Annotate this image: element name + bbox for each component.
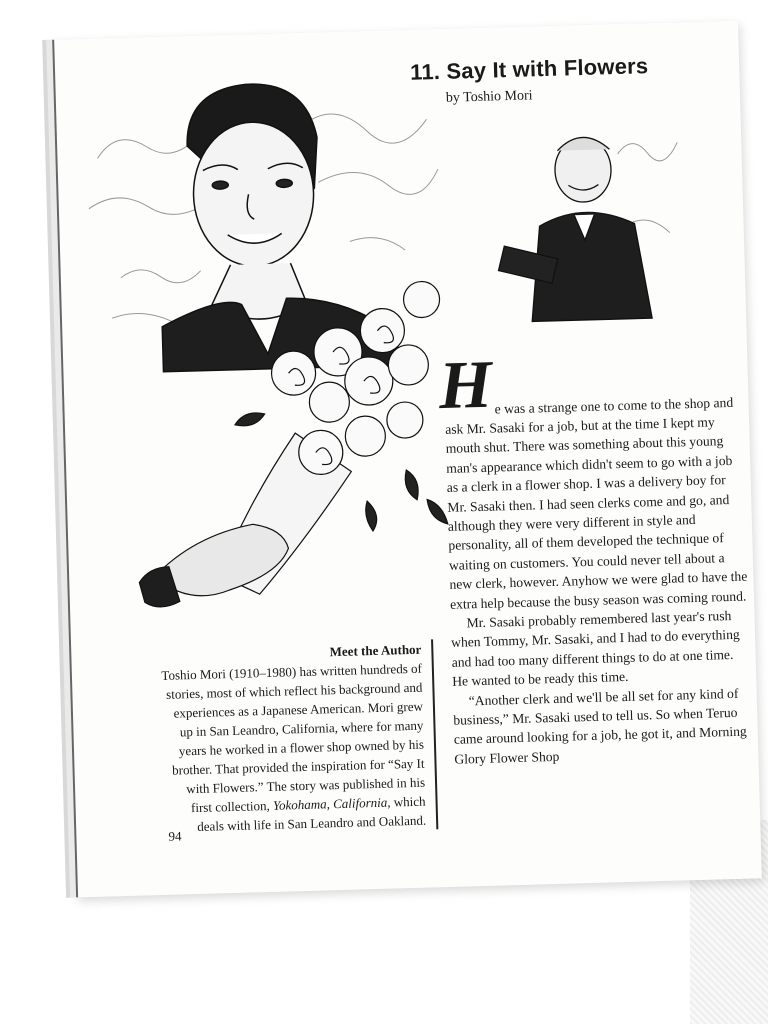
author-box-heading: Meet the Author: [329, 641, 422, 660]
story-byline: by Toshio Mori: [445, 88, 533, 106]
author-bio-text: Toshio Mori (1910–1980) has written hundreds of stories, most of which reflect his background and experiences as a Japanese American. Mori grew up in San Leandro, California, where for many years he worked in a flower shop owned by his brother. That provided the inspiration for “Say It with Flowers.” The story was published in his first collection,: [161, 660, 426, 816]
story-text: [444, 393, 754, 769]
drop-cap: H: [437, 345, 493, 424]
page-number: 94: [168, 828, 182, 844]
story-title: 11. Say It with Flowers: [409, 53, 649, 85]
author-bio: [160, 659, 427, 837]
meet-the-author-box: [159, 639, 438, 837]
author-bio-text-end: , which deals with life in San Leandro and Oakland.: [197, 793, 427, 834]
story-paragraph: “Another clerk and we'll be all set for any kind of business,” Mr. Sasaki used to tell us. So when Teruo came around looking for a job, he got it, and Morning Glory Flower Shop: [453, 685, 747, 767]
story-paragraph: Mr. Sasaki probably remembered last year's rush when Tommy, Mr. Sasaki, and I had to do everything and had too many different things to do at one time. He wanted to be ready this time.: [450, 607, 740, 690]
man-portrait: [495, 136, 652, 323]
story-paragraph: e was a strange one to come to the shop and ask Mr. Sasaki for a job, but at the time I kept my mouth shut. There was something about this young man's appearance which didn't seem to go with a job as a clerk in a flower shop. I was a delivery boy for Mr. Sasaki then. I had seen clerks come and go, and although they were very different in style and personality, all of them developed the technique of waiting on customers. You could never tell about a new clerk, however. Anyhow we were glad to have the extra help because the busy season was coming round.: [444, 394, 748, 612]
book-title: Yokohama, California: [272, 794, 388, 813]
book-page: [52, 21, 762, 898]
